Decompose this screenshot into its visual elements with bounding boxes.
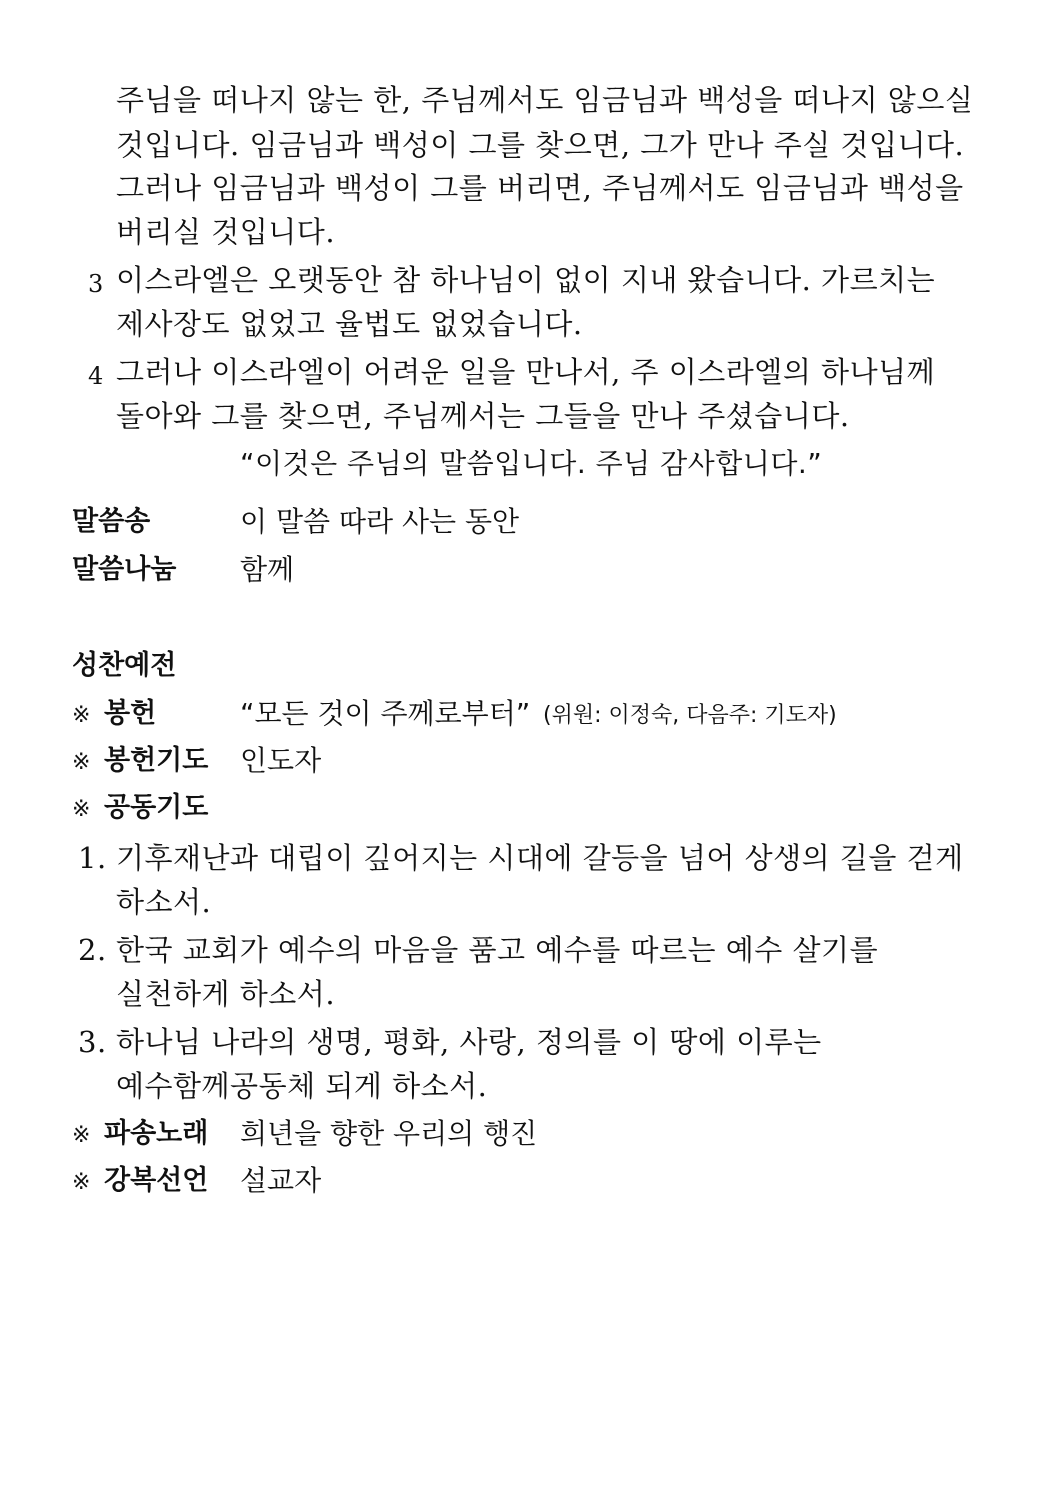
verse-number: 3 (88, 270, 104, 298)
prayer-line: 예수함께공동체 되게 하소서. (116, 1069, 488, 1103)
scripture-line: 주님을 떠나지 않는 한, 주님께서도 임금님과 백성을 떠나지 않으실 (116, 83, 974, 117)
reference-mark: ※ (72, 797, 91, 822)
song-label: 말씀송 (72, 506, 151, 537)
sharing-value: 함께 (240, 553, 295, 586)
scripture-line: 이스라엘은 오랫동안 참 하나님이 없이 지내 왔습니다. 가르치는 (116, 263, 936, 297)
scripture-line: 그러나 이스라엘이 어려운 일을 만나서, 주 이스라엘의 하나님께 (116, 355, 936, 389)
benediction-label: 강복선언 (104, 1165, 209, 1196)
scripture-line: 그러나 임금님과 백성이 그를 버리면, 주님께서도 임금님과 백성을 (116, 171, 964, 205)
sending-song-label: 파송노래 (104, 1118, 209, 1149)
reference-mark: ※ (72, 1170, 91, 1195)
scripture-line: 돌아와 그를 찾으면, 주님께서는 그들을 만나 주셨습니다. (116, 399, 850, 433)
offering-hymn: “모든 것이 주께로부터” (240, 697, 531, 730)
reference-mark: ※ (72, 703, 91, 728)
scripture-line: 것입니다. 임금님과 백성이 그를 찾으면, 그가 만나 주실 것입니다. (116, 128, 965, 162)
offering-prayer-value: 인도자 (240, 744, 322, 777)
scripture-line: 제사장도 없었고 율법도 없었습니다. (116, 307, 583, 341)
common-prayer-label: 공동기도 (104, 792, 209, 823)
prayer-line: 실천하게 하소서. (116, 977, 336, 1011)
sharing-label: 말씀나눔 (72, 554, 177, 585)
prayer-number: 1. (78, 841, 107, 875)
offering-prayer-label: 봉헌기도 (104, 745, 209, 776)
scripture-line: 버리실 것입니다. (116, 215, 336, 249)
reference-mark: ※ (72, 1123, 91, 1148)
sending-song-title: 희년을 향한 우리의 행진 (240, 1117, 538, 1150)
prayer-line: 기후재난과 대립이 깊어지는 시대에 갈등을 넘어 상생의 길을 걷게 (116, 841, 964, 875)
prayer-line: 하나님 나라의 생명, 평화, 사랑, 정의를 이 땅에 이루는 (116, 1025, 822, 1059)
scripture-closing: “이것은 주님의 말씀입니다. 주님 감사합니다.” (240, 447, 823, 480)
reference-mark: ※ (72, 750, 91, 775)
section-title: 성찬예전 (72, 650, 177, 681)
offering-label: 봉헌 (104, 698, 157, 729)
benediction-value: 설교자 (240, 1164, 322, 1197)
prayer-number: 2. (78, 933, 107, 967)
prayer-line: 한국 교회가 예수의 마음을 품고 예수를 따르는 예수 살기를 (116, 933, 879, 967)
offering-note: (위원: 이정숙, 다음주: 기도자) (543, 703, 837, 728)
prayer-line: 하소서. (116, 885, 212, 919)
verse-number: 4 (88, 362, 104, 390)
song-title: 이 말씀 따라 사는 동안 (240, 505, 520, 538)
prayer-number: 3. (78, 1025, 107, 1059)
